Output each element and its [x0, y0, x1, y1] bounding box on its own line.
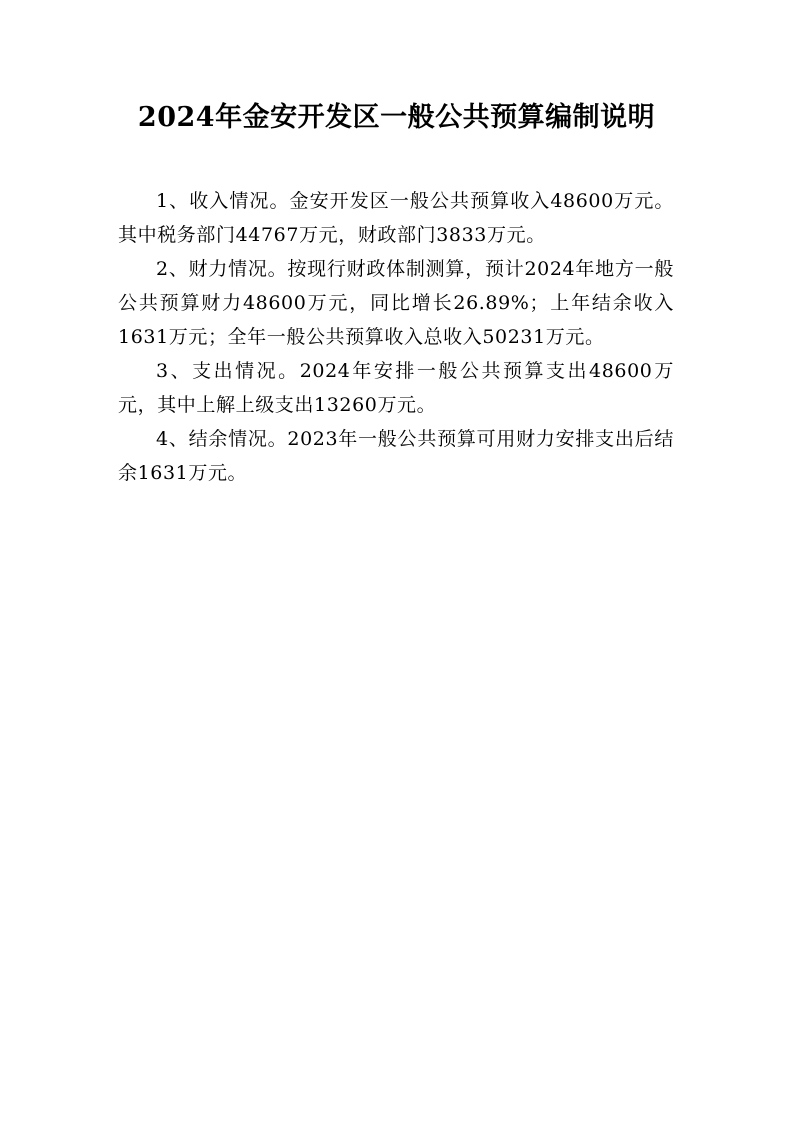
document-body [118, 184, 674, 490]
paragraph-revenue: 1、收入情况。金安开发区一般公共预算收入48600万元。其中税务部门44767万元，财政部门3833万元。 [118, 190, 674, 246]
document-title: 2024年金安开发区一般公共预算编制说明 [137, 102, 656, 133]
paragraph-fiscal-capacity: 2、财力情况。按现行财政体制测算，预计2024年地方一般公共预算财力48600万元，同比增长26.89%；上年结余收入1631万元；全年一般公共预算收入总收入50231万元。 [118, 258, 674, 348]
paragraph-expenditure: 3、支出情况。2024年安排一般公共预算支出48600万元，其中上解上级支出13260万元。 [118, 360, 674, 416]
paragraph-surplus: 4、结余情况。2023年一般公共预算可用财力安排支出后结余1631万元。 [118, 428, 674, 484]
